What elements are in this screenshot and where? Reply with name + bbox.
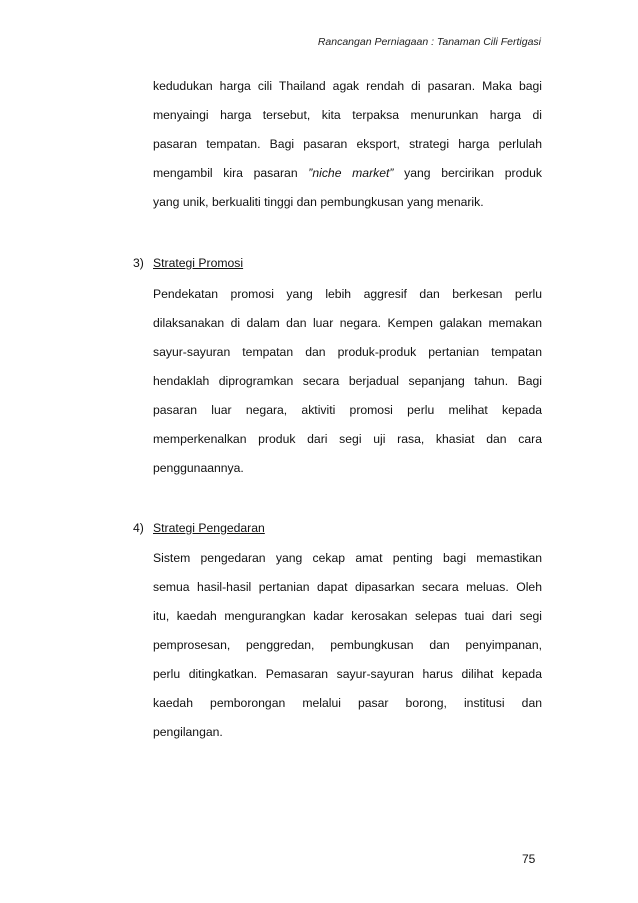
text-line: kedudukan harga cili Thailand agak rendah di pasaran. Maka bagi — [153, 79, 542, 93]
text-segment: yang bercirikan produk — [404, 166, 542, 180]
text-line: yang unik, berkualiti tinggi dan pembungkusan yang menarik. — [153, 195, 484, 209]
text-line: hendaklah diprogramkan secara berjadual sepanjang tahun. Bagi — [153, 374, 542, 388]
section-heading-pengedaran — [133, 521, 265, 535]
running-header: Rancangan Perniagaan : Tanaman Cili Fertigasi — [317, 36, 541, 48]
text-line: Sistem pengedaran yang cekap amat penting bagi memastikan — [153, 551, 542, 565]
text-line: dilaksanakan di dalam dan luar negara. Kempen galakan memakan — [153, 316, 542, 330]
text-line: pasaran tempatan. Bagi pasaran eksport, strategi harga perlulah — [153, 137, 542, 151]
page-number: 75 — [522, 852, 536, 866]
text-line: kaedah pemborongan melalui pasar borong, institusi dan — [153, 696, 542, 710]
paragraph-pengedaran — [153, 544, 542, 747]
text-line: semua hasil-hasil pertanian dapat dipasarkan secara meluas. Oleh — [153, 580, 542, 594]
italic-term: ”niche market” — [308, 166, 394, 180]
text-segment: mengambil kira pasaran — [153, 166, 298, 180]
section-title: Strategi Pengedaran — [153, 521, 265, 535]
text-line: penggunaannya. — [153, 461, 244, 475]
text-line: menyaingi harga tersebut, kita terpaksa menurunkan harga di — [153, 108, 542, 122]
section-number: 4) — [133, 521, 144, 535]
text-line: pemprosesan, penggredan, pembungkusan dan penyimpanan, — [153, 638, 542, 652]
text-line: perlu ditingkatkan. Pemasaran sayur-sayuran harus dilihat kepada — [153, 667, 542, 681]
text-line: sayur-sayuran tempatan dan produk-produk pertanian tempatan — [153, 345, 542, 359]
paragraph-harga — [153, 72, 542, 217]
text-line: pengilangan. — [153, 725, 223, 739]
text-line: memperkenalkan produk dari segi uji rasa, khasiat dan cara — [153, 432, 542, 446]
text-line: itu, kaedah mengurangkan kadar kerosakan selepas tuai dari segi — [153, 609, 542, 623]
text-line: pasaran luar negara, aktiviti promosi perlu melihat kepada — [153, 403, 542, 417]
text-line — [153, 159, 542, 188]
section-number: 3) — [133, 256, 144, 270]
section-heading-promosi — [133, 256, 243, 270]
paragraph-promosi — [153, 280, 542, 483]
text-line: Pendekatan promosi yang lebih aggresif dan berkesan perlu — [153, 287, 542, 301]
section-title: Strategi Promosi — [153, 256, 244, 270]
